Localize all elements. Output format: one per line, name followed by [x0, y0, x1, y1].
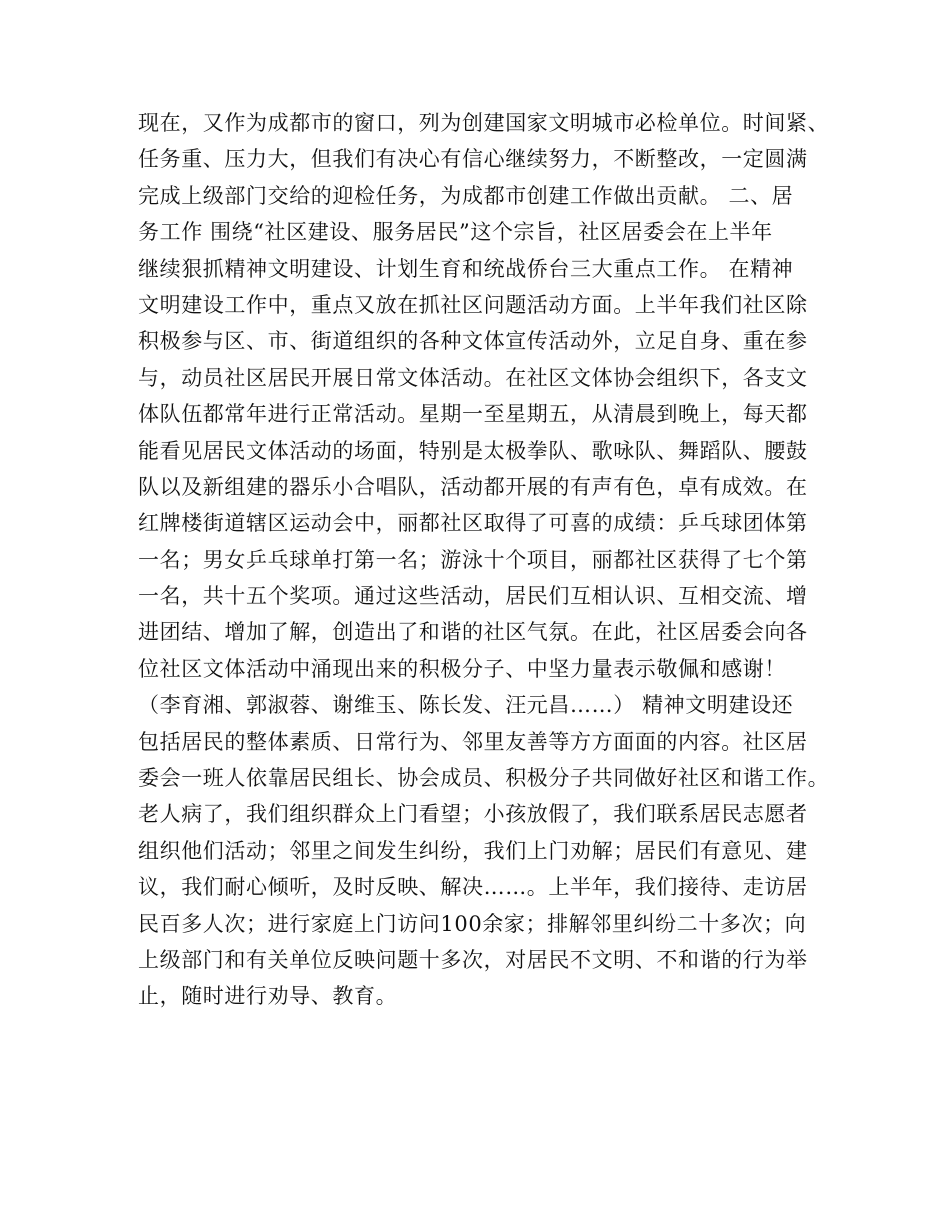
- text-line: 一名，共十五个奖项。通过这些活动，居民们互相认识、互相交流、增: [138, 584, 808, 609]
- text-line: 积极参与区、市、街道组织的各种文体宣传活动外，立足自身、重在参: [138, 329, 808, 354]
- text-line: 务工作 围绕“社区建设、服务居民”这个宗旨，社区居委会在上半年: [138, 220, 773, 245]
- text-line: 一名；男女乒乓球单打第一名；游泳十个项目，丽都社区获得了七个第: [138, 547, 808, 572]
- body-text: [138, 105, 828, 1015]
- text-line: 上级部门和有关单位反映问题十多次，对居民不文明、不和谐的行为举: [138, 947, 808, 972]
- text-line: 民百多人次；进行家庭上门访问100余家；排解邻里纠纷二十多次；向: [138, 911, 807, 936]
- text-line: 任务重、压力大，但我们有决心有信心继续努力，不断整改，一定圆满: [138, 147, 808, 172]
- text-line: 现在，又作为成都市的窗口，列为创建国家文明城市必检单位。时间紧、: [138, 111, 830, 135]
- text-line: 完成上级部门交给的迎检任务，为成都市创建工作做出贡献。 二、居: [138, 183, 794, 208]
- text-line: 队以及新组建的器乐小合唱队，活动都开展的有声有色，卓有成效。在: [138, 474, 808, 499]
- text-line: （李育湘、郭淑蓉、谢维玉、陈长发、汪元昌……） 精神文明建设还: [138, 693, 794, 718]
- text-line: 文明建设工作中，重点又放在抓社区问题活动方面。上半年我们社区除: [138, 292, 808, 317]
- text-line: 与，动员社区居民开展日常文体活动。在社区文体协会组织下，各支文: [138, 365, 808, 390]
- text-line: 议，我们耐心倾听，及时反映、解决……。上半年，我们接待、走访居: [138, 875, 808, 900]
- text-line: 能看见居民文体活动的场面，特别是太极拳队、歌咏队、舞蹈队、腰鼓: [138, 438, 808, 463]
- text-line: 组织他们活动；邻里之间发生纠纷，我们上门劝解；居民们有意见、建: [138, 838, 808, 863]
- text-line: 老人病了，我们组织群众上门看望；小孩放假了，我们联系居民志愿者: [138, 802, 808, 827]
- text-line: 红牌楼街道辖区运动会中，丽都社区取得了可喜的成绩：乒乓球团体第: [138, 511, 808, 536]
- text-line: 进团结、增加了解，创造出了和谐的社区气氛。在此，社区居委会向各: [138, 620, 808, 645]
- text-line: 委会一班人依靠居民组长、协会成员、积极分子共同做好社区和谐工作。: [138, 766, 830, 791]
- text-line: 包括居民的整体素质、日常行为、邻里友善等方方面面的内容。社区居: [138, 729, 808, 754]
- text-line: 止，随时进行劝导、教育。: [138, 984, 398, 1009]
- text-line: 体队伍都常年进行正常活动。星期一至星期五，从清晨到晚上，每天都: [138, 402, 808, 427]
- text-line: 继续狠抓精神文明建设、计划生育和统战侨台三大重点工作。 在精神: [138, 256, 794, 281]
- text-line: 位社区文体活动中涌现出来的积极分子、中坚力量表示敬佩和感谢！: [138, 656, 786, 681]
